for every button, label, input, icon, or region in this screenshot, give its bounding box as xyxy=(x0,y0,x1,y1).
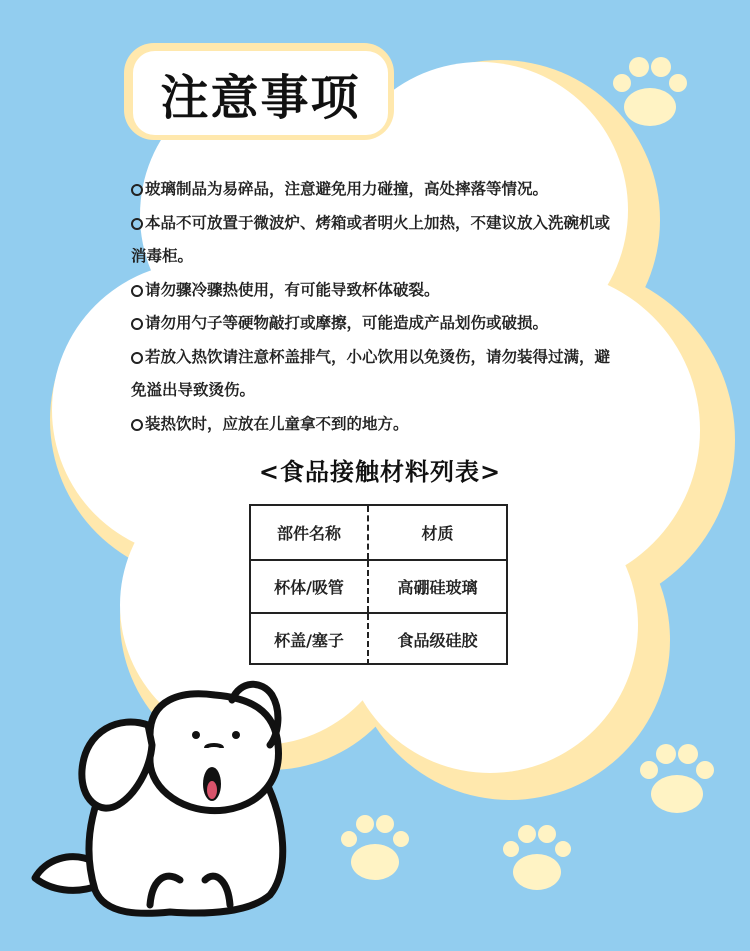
material-cell: 食品级硅胶 xyxy=(397,631,478,650)
circle-bullet-icon xyxy=(131,218,143,230)
dog-illustration xyxy=(35,684,283,913)
header-material: 材质 xyxy=(421,524,454,543)
table-row xyxy=(251,612,506,665)
circle-bullet-icon xyxy=(131,419,143,431)
notice-text: 装热饮时，应放在儿童拿不到的地方。 xyxy=(145,414,409,433)
header-part-name: 部件名称 xyxy=(251,506,369,559)
notice-text: 请勿骤冷骤热使用，有可能导致杯体破裂。 xyxy=(145,280,440,299)
paw-print-icon xyxy=(503,825,571,890)
circle-bullet-icon xyxy=(131,318,143,330)
notice-item xyxy=(131,408,611,442)
materials-heading: <食品接触材料列表> xyxy=(258,458,502,486)
title-card xyxy=(133,51,388,135)
notice-text: 若放入热饮请注意杯盖排气，小心饮用以免烫伤，请勿装得过满，避免溢出导致烫伤。 xyxy=(131,347,611,399)
paw-print-icon xyxy=(640,744,714,813)
table-header-row xyxy=(251,506,506,559)
circle-bullet-icon xyxy=(131,285,143,297)
notice-item xyxy=(131,274,611,308)
part-cell: 杯体/吸管 xyxy=(251,561,369,612)
material-cell: 高硼硅玻璃 xyxy=(397,578,478,597)
notice-item xyxy=(131,207,611,274)
paw-print-icon xyxy=(613,57,687,126)
notice-text: 请勿用勺子等硬物敲打或摩擦，可能造成产品划伤或破损。 xyxy=(145,314,549,332)
page-title: 注意事项 xyxy=(160,69,361,126)
circle-bullet-icon xyxy=(131,352,143,364)
notice-item xyxy=(131,307,611,341)
notice-text: 玻璃制品为易碎品，注意避免用力碰撞，高处摔落等情况。 xyxy=(145,180,549,198)
notice-item xyxy=(131,173,611,207)
part-cell: 杯盖/塞子 xyxy=(251,614,369,665)
table-row xyxy=(251,559,506,612)
paw-print-icon xyxy=(341,815,409,880)
circle-bullet-icon xyxy=(131,184,143,196)
notice-list xyxy=(131,173,611,441)
notice-text: 本品不可放置于微波炉、烤箱或者明火上加热，不建议放入洗碗机或消毒柜。 xyxy=(131,213,611,265)
notice-item xyxy=(131,341,611,408)
materials-table xyxy=(249,504,508,665)
